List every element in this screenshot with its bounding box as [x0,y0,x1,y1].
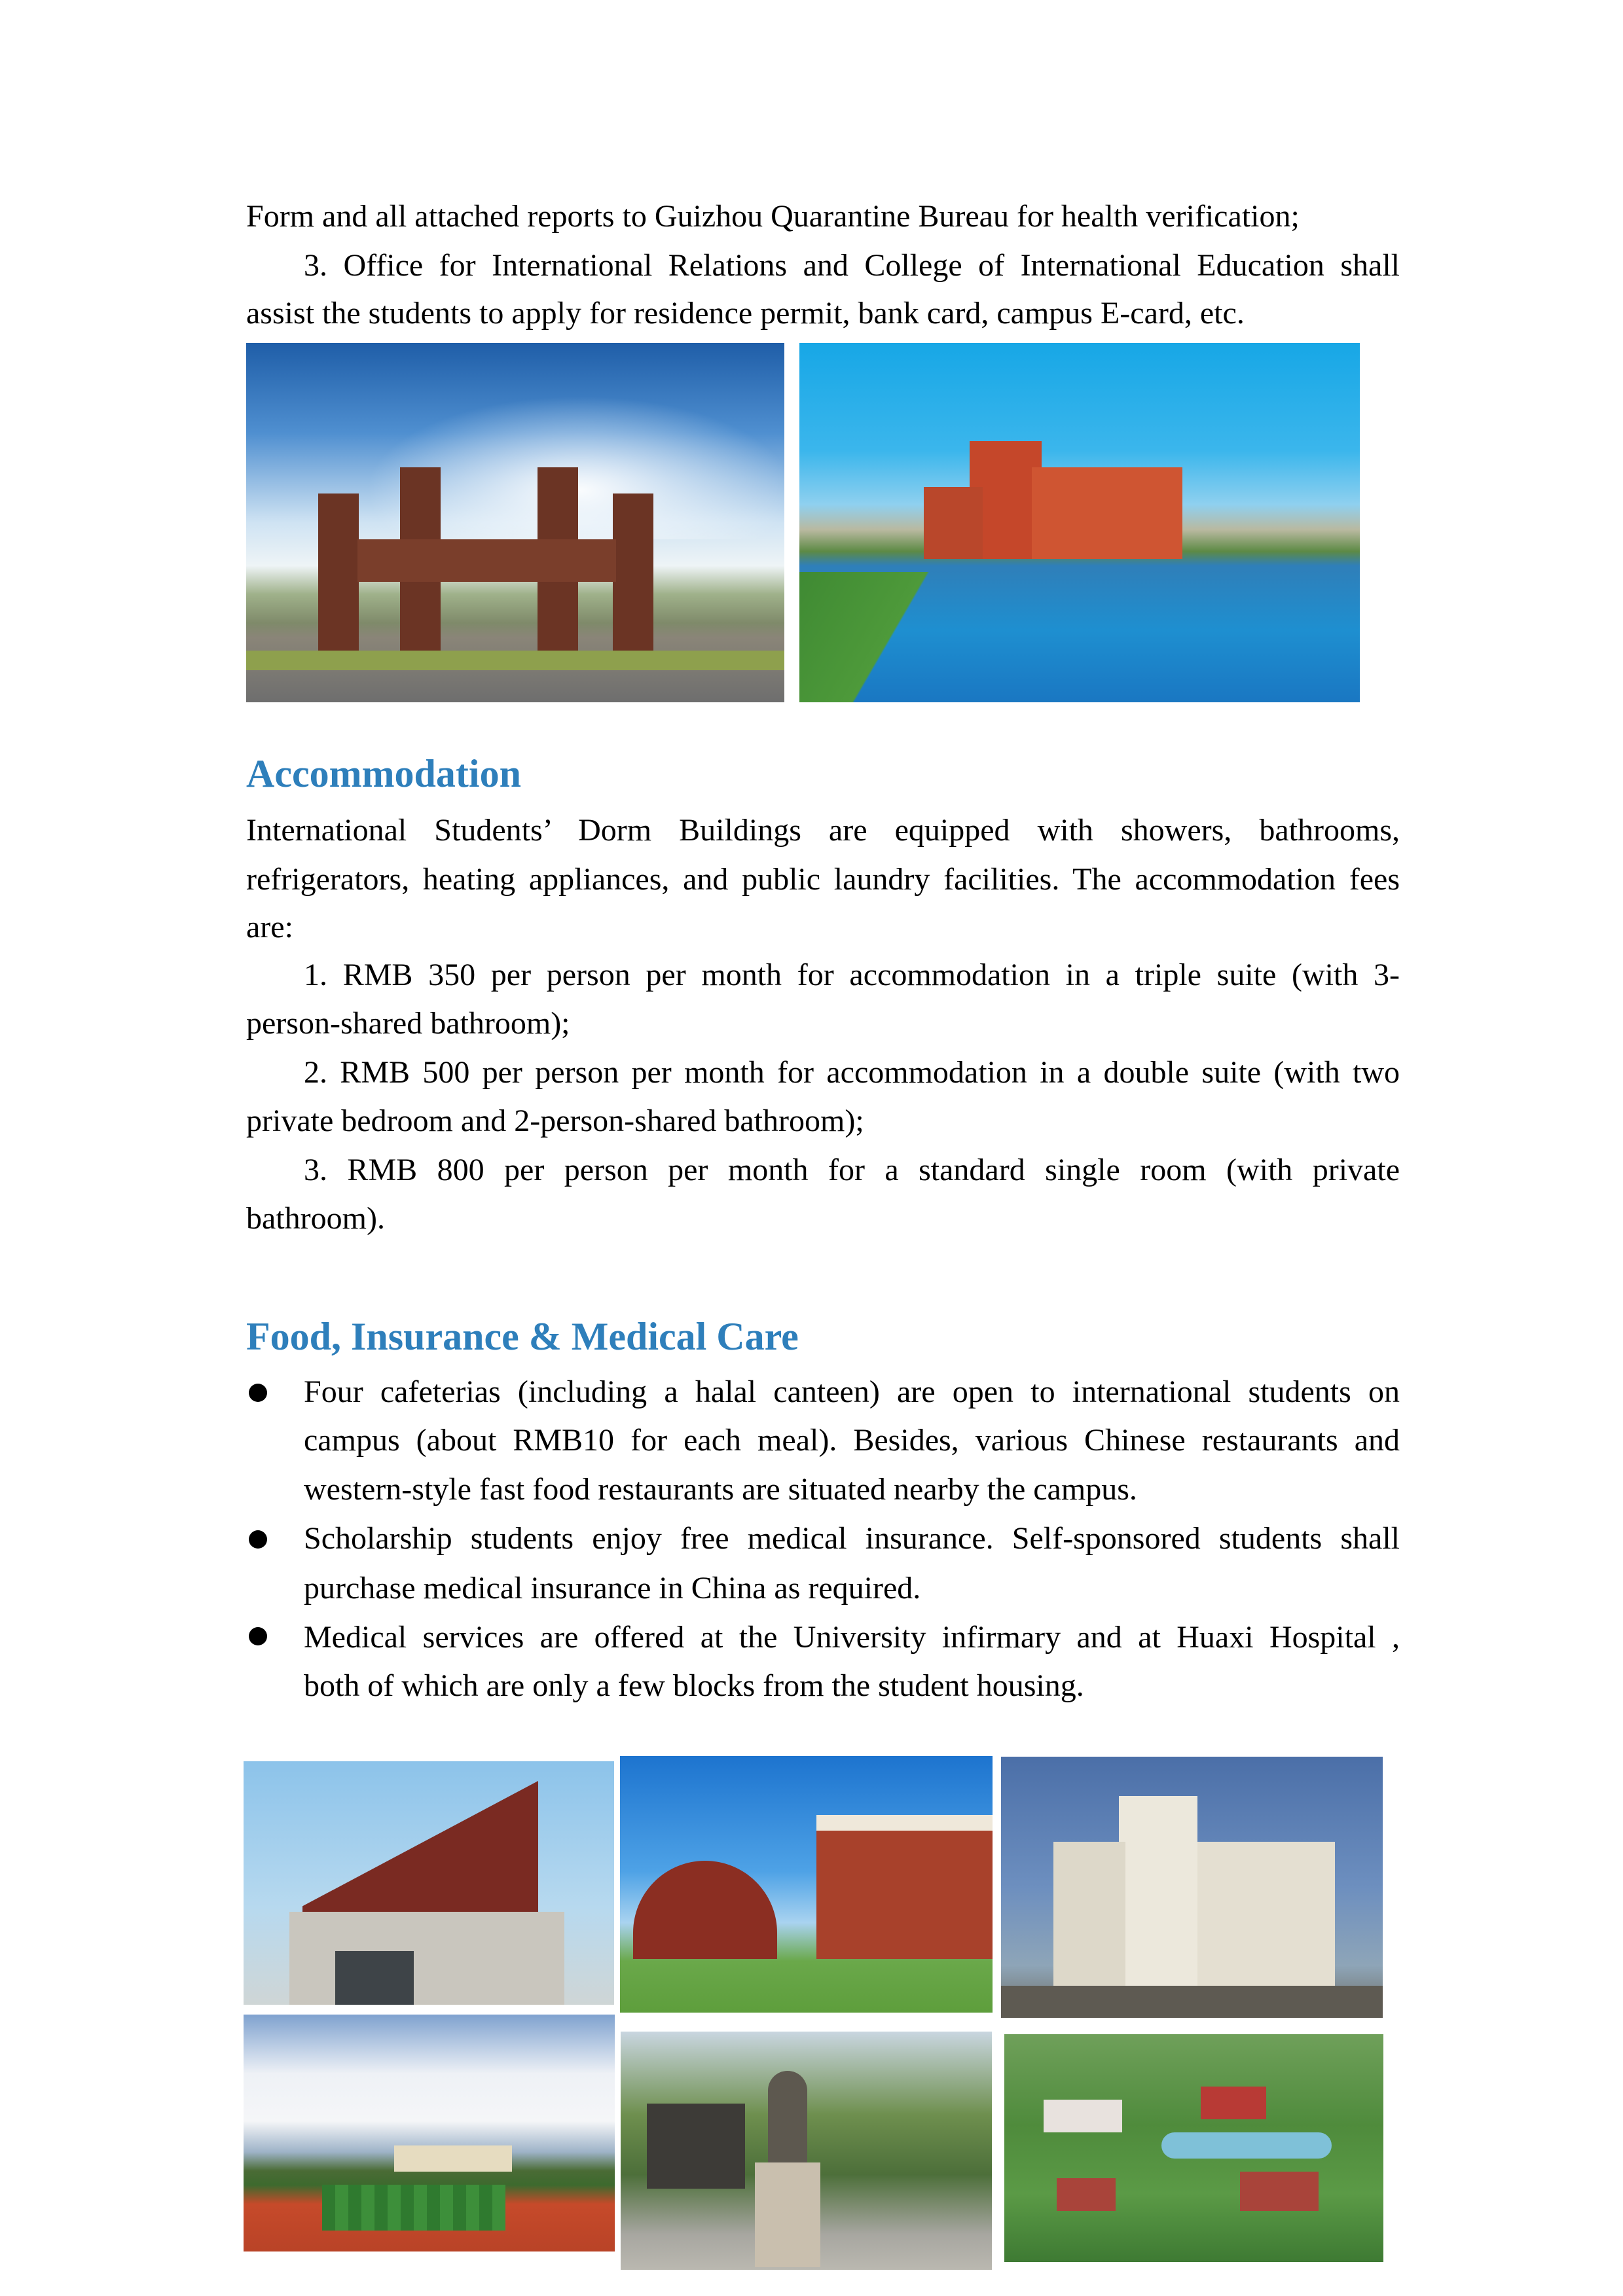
paragraph-line: International Students’ Dorm Buildings are equipped with showers, bathrooms, [246,813,1400,848]
bullet-line: both of which are only a few blocks from the student housing. [304,1668,1084,1703]
fee-item-line: 1. RMB 350 per person per month for accommodation in a triple suite (with 3- [304,958,1400,992]
grandstand [394,2145,512,2172]
intro-line: 3. Office for International Relations and College of International Education shall [304,248,1400,283]
red-building [924,487,983,559]
fee-item-line: 2. RMB 500 per person per month for accommodation in a double suite (with two [304,1055,1400,1090]
intro-line: assist the students to apply for residence permit, bank card, campus E-card, etc. [246,296,1245,331]
photo-confucius-statue [621,2032,992,2270]
section-heading-food-insurance-medical: Food, Insurance & Medical Care [246,1315,799,1358]
bullet-line: purchase medical insurance in China as required. [304,1571,921,1605]
photo-round-hall-building [620,1756,993,2013]
football-field [322,2185,505,2231]
photo-campus-gate [246,343,784,702]
statue-pedestal [755,2162,820,2267]
photo-white-high-rise [1001,1757,1383,2018]
round-hall [633,1861,777,1959]
fee-item-line: person-shared bathroom); [246,1006,570,1041]
bullet-line: Four cafeterias (including a halal canteen) are open to international students on [304,1374,1400,1409]
gate-beam [357,539,616,582]
section-heading-accommodation: Accommodation [246,752,521,795]
paragraph-line: refrigerators, heating appliances, and public laundry facilities. The accommodation fees [246,862,1400,897]
lake [1161,2132,1332,2159]
intro-line: Form and all attached reports to Guizhou Quarantine Bureau for health verification; [246,199,1300,234]
bullet-line: Scholarship students enjoy free medical insurance. Self-sponsored students shall [304,1521,1400,1556]
bullet-line: western-style fast food restaurants are situated nearby the campus. [304,1472,1137,1507]
gate-pillar [613,493,653,651]
photo-campus-aerial-view [1004,2034,1383,2262]
white-tower [1119,1796,1197,1986]
photo-library-building [244,1761,614,2005]
bullet-line: Medical services are offered at the University infirmary and at Huaxi Hospital , [304,1620,1400,1655]
gate-pillar [318,493,359,651]
fee-item-line: bathroom). [246,1201,385,1236]
photo-sports-stadium [244,2015,615,2251]
bullet-icon [249,1627,267,1645]
photo-lakeside-buildings [799,343,1360,702]
fee-item-line: private bedroom and 2-person-shared bathroom); [246,1103,864,1138]
bullet-line: campus (about RMB10 for each meal). Besides, various Chinese restaurants and [304,1423,1400,1458]
red-building [1032,467,1182,559]
bullet-icon [249,1384,267,1402]
paragraph-line: are: [246,910,293,944]
fee-item-line: 3. RMB 800 per person per month for a standard single room (with private [304,1153,1400,1187]
bullet-icon [249,1530,267,1549]
